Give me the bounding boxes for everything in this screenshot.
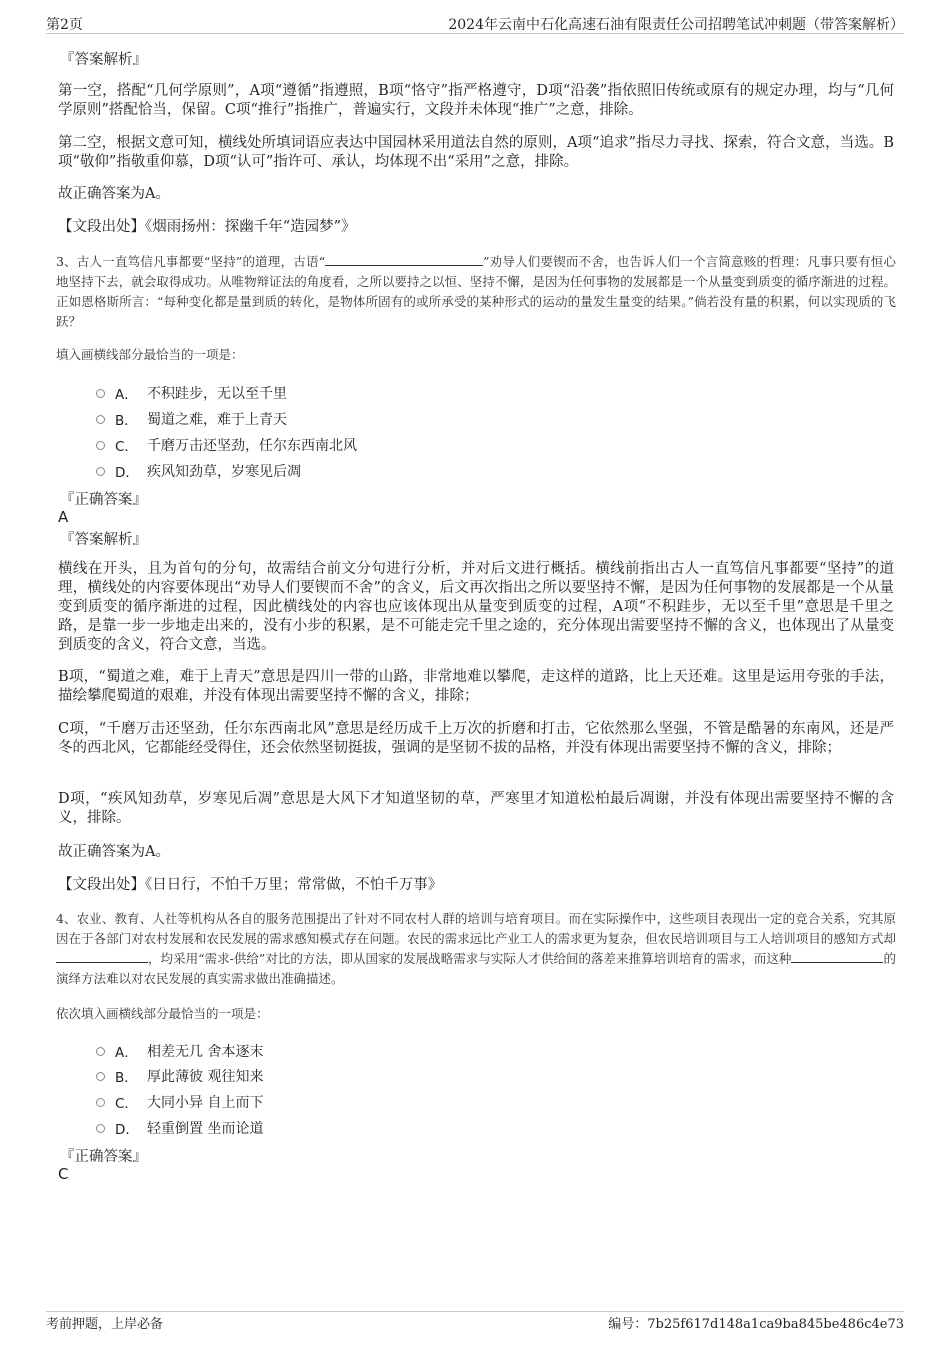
q4-option-a[interactable]: A． 相差无几 舍本逐末: [96, 1041, 263, 1061]
q4-option-b[interactable]: B． 厚此薄彼 观往知来: [96, 1066, 263, 1086]
radio-icon[interactable]: [96, 441, 105, 450]
radio-icon[interactable]: [96, 415, 105, 424]
q4-answer-label: 『正确答案』: [60, 1149, 147, 1165]
q4-question-text: 4、农业、教育、人社等机构从各自的服务范围提出了针对不同农村人群的培训与培育项目。而在实际操作中，这些项目表现出一定的竞合关系，究其原因在于各部门对农村发展和农民发展的需求感知模式存在问题。农民的需求远比产业工人的需求更为复杂，但农民培训项目与工人培训项目的感知方式却，均采用“需求-供给”对比的方法，即从国家的发展战略需求与实际人才供给间的落差来推算培训培育的需求，而这种 的演绎方法难以对农民发展的真实需求做出准确描述。: [56, 911, 896, 986]
q4-answer: C: [58, 1165, 69, 1183]
q2-analysis-p2: 第二空，根据文意可知，横线处所填词语应表达中国园林采用道法自然的原则，A项“追求”指尽力寻找、探索，符合文意，当选。B项“敬仰”指敬重仰慕，D项“认可”指许可、承认，均体现不出“采用”之意，排除。: [58, 135, 894, 170]
q3-prompt: 填入画横线部分最恰当的一项是：: [56, 347, 244, 362]
q2-analysis-p1: 第一空，搭配“几何学原则”，A项“遵循”指遵照，B项“恪守”指严格遵守，D项“沿袭”指依照旧传统或原有的规定办理，均与“几何学原则”搭配恰当，保留。C项“推行”指推广，普遍实行，文段并未体现“推广”之意，排除。: [58, 83, 894, 118]
q3-option-d[interactable]: D． 疾风知劲草，岁寒见后凋: [96, 461, 301, 481]
q3-text-after: ”劝导人们要锲而不舍，也告诉人们一个言简意赅的哲理：凡事只要有恒心地坚持下去，就会取得成功。从唯物辩证法的角度看，之所以要持之以恒、坚持不懈，是因为任何事物的发展都是一个从量变到质变的循序渐进的过程。正如恩格斯所言：“每种变化都是量到质的转化，是物体所固有的或所承受的某种形式的运动的量发生量变的结果。”倘若没有量的积累，何以实现质的飞跃？: [56, 254, 896, 329]
radio-icon[interactable]: [96, 1072, 105, 1081]
q2-conclusion: 故正确答案为A。: [58, 186, 170, 202]
document-title: 2024年云南中石化高速石油有限责任公司招聘笔试冲刺题（带答案解析）: [448, 17, 904, 33]
q3-analysis-p2: B项，“蜀道之难，难于上青天”意思是四川一带的山路，非常地难以攀爬，走这样的道路，比上天还难。这里是运用夸张的手法，描绘攀爬蜀道的艰难，并没有体现出需要坚持不懈的含义，排除；: [58, 669, 894, 704]
radio-icon[interactable]: [96, 1047, 105, 1056]
q4-option-d[interactable]: D． 轻重倒置 坐而论道: [96, 1118, 263, 1138]
footer-slogan: 考前押题，上岸必备: [46, 1317, 164, 1332]
document-id: 编号：7b25f617d148a1ca9ba845be486c4e73: [608, 1317, 904, 1332]
radio-icon[interactable]: [96, 389, 105, 398]
q3-answer-label: 『正确答案』: [60, 492, 147, 508]
footer-divider: [46, 1311, 904, 1312]
q3-text-before: 3、古人一直笃信凡事都要“坚持”的道理，古语“: [56, 254, 326, 269]
q3-analysis-p1: 横线在开头，且为首句的分句，故需结合前文分句进行分析，并对后文进行概括。横线前指出古人一直笃信凡事都要“坚持”的道理，横线处的内容要体现出“劝导人们要锲而不舍”的含义，后文再次指出之所以要坚持不懈，是因为任何事物的发展都是一个从量变到质变的循序渐进的过程，因此横线处的内容也应该体现出从量变到质变的过程，A项“不积跬步，无以至千里”意思是千里之路，是靠一步一步地走出来的，没有小步的积累，是不可能走完千里之途的，充分体现出需要坚持不懈的含义，也体现出了从量变到质变的含义，符合文意，当选。: [58, 561, 894, 653]
q3-blank: [325, 254, 483, 266]
q3-source: 【文段出处】《日日行，不怕千万里；常常做，不怕千万事》: [58, 877, 443, 893]
q3-option-a[interactable]: A． 不积跬步，无以至千里: [96, 383, 287, 403]
q2-analysis-label: 『答案解析』: [60, 52, 147, 68]
q4-blank-1: [56, 951, 148, 963]
q3-answer: A: [58, 508, 69, 526]
q3-analysis-p4: D项，“疾风知劲草，岁寒见后凋”意思是大风下才知道坚韧的草，严寒里才知道松柏最后凋谢，并没有体现出需要坚持不懈的含义，排除。: [58, 791, 894, 826]
q4-option-c[interactable]: C． 大同小异 自上而下: [96, 1092, 263, 1112]
radio-icon[interactable]: [96, 1098, 105, 1107]
q4-blank-2: [791, 951, 883, 963]
q3-question-text: [56, 252, 896, 332]
q3-analysis-label: 『答案解析』: [60, 532, 147, 548]
q3-conclusion: 故正确答案为A。: [58, 844, 170, 860]
q3-analysis-p3: C项，“千磨万击还坚劲，任尔东西南北风”意思是经历成千上万次的折磨和打击，它依然那么坚强，不管是酷暑的东南风，还是严冬的西北风，它都能经受得住，还会依然坚韧挺拔，强调的是坚韧不拔的品格，并没有体现出需要坚持不懈的含义，排除；: [58, 721, 894, 756]
radio-icon[interactable]: [96, 1124, 105, 1133]
header-divider: [46, 33, 904, 34]
radio-icon[interactable]: [96, 467, 105, 476]
q3-option-b[interactable]: B． 蜀道之难，难于上青天: [96, 409, 287, 429]
page-number: 第2页: [46, 17, 83, 33]
q2-source: 【文段出处】《烟雨扬州：探幽千年“造园梦”》: [58, 219, 356, 235]
q4-prompt: 依次填入画横线部分最恰当的一项是：: [56, 1006, 269, 1021]
q3-option-c[interactable]: C． 千磨万击还坚劲，任尔东西南北风: [96, 435, 357, 455]
